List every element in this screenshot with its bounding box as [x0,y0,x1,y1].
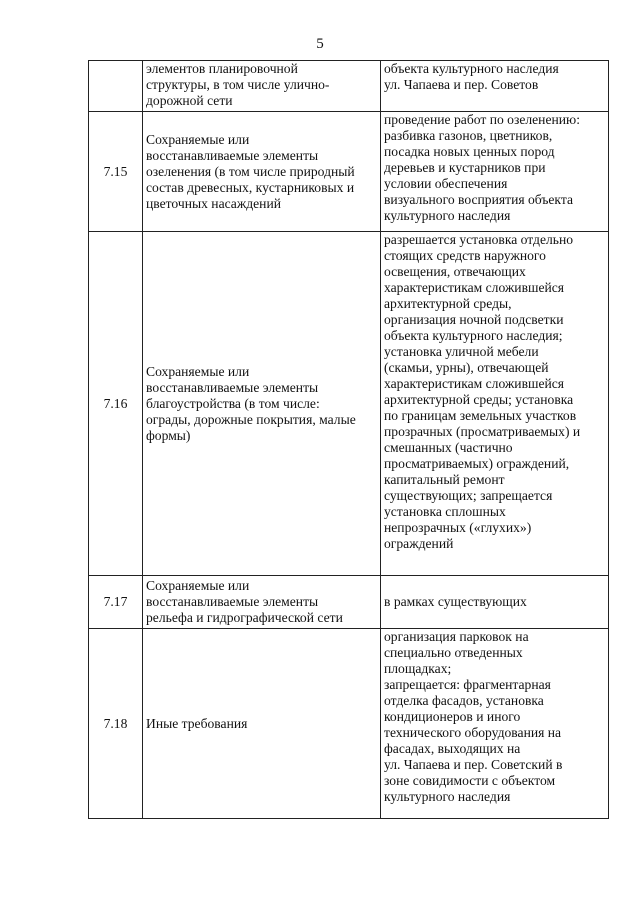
element-cell [143,112,381,232]
requirement-line: кондиционеров и иного [384,709,521,724]
element-line: Иные требования [146,715,248,731]
requirement-line: площадках; [384,661,452,676]
requirement-line: ул. Чапаева и пер. Советов [384,77,539,92]
requirement-line: непрозрачных («глухих») [384,520,532,535]
requirement-line: проведение работ по озеленению: [384,112,580,127]
element-line: состав древесных, кустарниковых и [146,179,355,195]
requirement-line: условии обеспечения [384,176,508,191]
row-number: 7.18 [89,629,143,819]
element-line: восстанавливаемые элементы [146,147,319,163]
element-line: Сохраняемые или [146,363,250,379]
requirement-line: характеристикам сложившейся [384,376,565,391]
page-number: 5 [316,36,324,52]
requirement-line: освещения, отвечающих [384,264,526,279]
requirement-line: разбивка газонов, цветников, [384,128,553,143]
requirement-line: существующих; запрещается [384,488,553,503]
row-number: 7.15 [89,112,143,232]
element-line: Сохраняемые или [146,131,250,147]
element-line: элементов планировочной [146,61,298,76]
row-number [89,61,143,112]
requirement-line: организация парковок на [384,629,529,644]
element-line: формы) [146,427,191,443]
requirement-line: фасадах, выходящих на [384,741,521,756]
table-row [89,629,609,819]
element-line: дорожной сети [146,93,233,108]
element-cell [143,61,381,112]
requirement-line: установка сплошных [384,504,506,519]
requirement-line: просматриваемых) ограждений, [384,456,570,471]
requirement-line: посадка новых ценных пород [384,144,555,159]
requirement-line: по границам земельных участков [384,408,577,423]
requirement-line: зоне совидимости с объектом [384,773,556,788]
requirement-line: ул. Чапаева и пер. Советский в [384,757,563,772]
element-cell [143,576,381,629]
element-line: восстанавливаемые элементы [146,379,319,395]
requirement-line: деревьев и кустарников при [384,160,546,175]
requirement-line: установка уличной мебели [384,344,539,359]
row-number: 7.16 [89,232,143,576]
requirement-line: характеристикам сложившейся [384,280,565,295]
element-line: рельефа и гидрографической сети [146,610,343,625]
requirement-line: отделка фасадов, установка [384,693,544,708]
table-row [89,61,609,112]
table-row [89,232,609,576]
requirement-cell [381,576,609,629]
element-line: ограды, дорожные покрытия, малые [146,411,356,427]
table-row [89,112,609,232]
element-line: Сохраняемые или [146,578,250,593]
row-number: 7.17 [89,576,143,629]
requirement-line: прозрачных (просматриваемых) и [384,424,581,439]
requirement-line: архитектурной среды; установка [384,392,574,407]
element-cell [143,629,381,819]
element-line: цветочных насаждений [146,195,282,211]
requirement-line: культурного наследия [384,789,511,804]
element-line: благоустройства (в том числе: [146,395,320,411]
requirement-line: архитектурной среды, [384,296,512,311]
element-cell [143,232,381,576]
requirements-table [88,60,609,819]
requirement-line: в рамках существующих [384,594,527,609]
requirement-cell [381,232,609,576]
requirement-line: смешанных (частично [384,440,513,455]
element-line: структуры, в том числе улично- [146,77,330,92]
requirement-line: ограждений [384,536,454,551]
requirement-cell [381,112,609,232]
requirement-line: визуального восприятия объекта [384,192,573,207]
requirement-line: технического оборудования на [384,725,562,740]
requirement-cell [381,61,609,112]
requirement-line: запрещается: фрагментарная [384,677,551,692]
table-row [89,576,609,629]
element-line: озеленения (в том числе природный [146,163,355,179]
requirement-line: специально отведенных [384,645,523,660]
requirement-cell [381,629,609,819]
requirement-line: капитальный ремонт [384,472,505,487]
requirement-line: (скамьи, урны), отвечающей [384,360,549,375]
requirement-line: организация ночной подсветки [384,312,564,327]
requirement-line: культурного наследия [384,208,511,223]
requirement-line: разрешается установка отдельно [384,232,574,247]
requirement-line: объекта культурного наследия; [384,328,563,343]
requirement-line: объекта культурного наследия [384,61,559,76]
requirement-line: стоящих средств наружного [384,248,546,263]
element-line: восстанавливаемые элементы [146,594,319,609]
